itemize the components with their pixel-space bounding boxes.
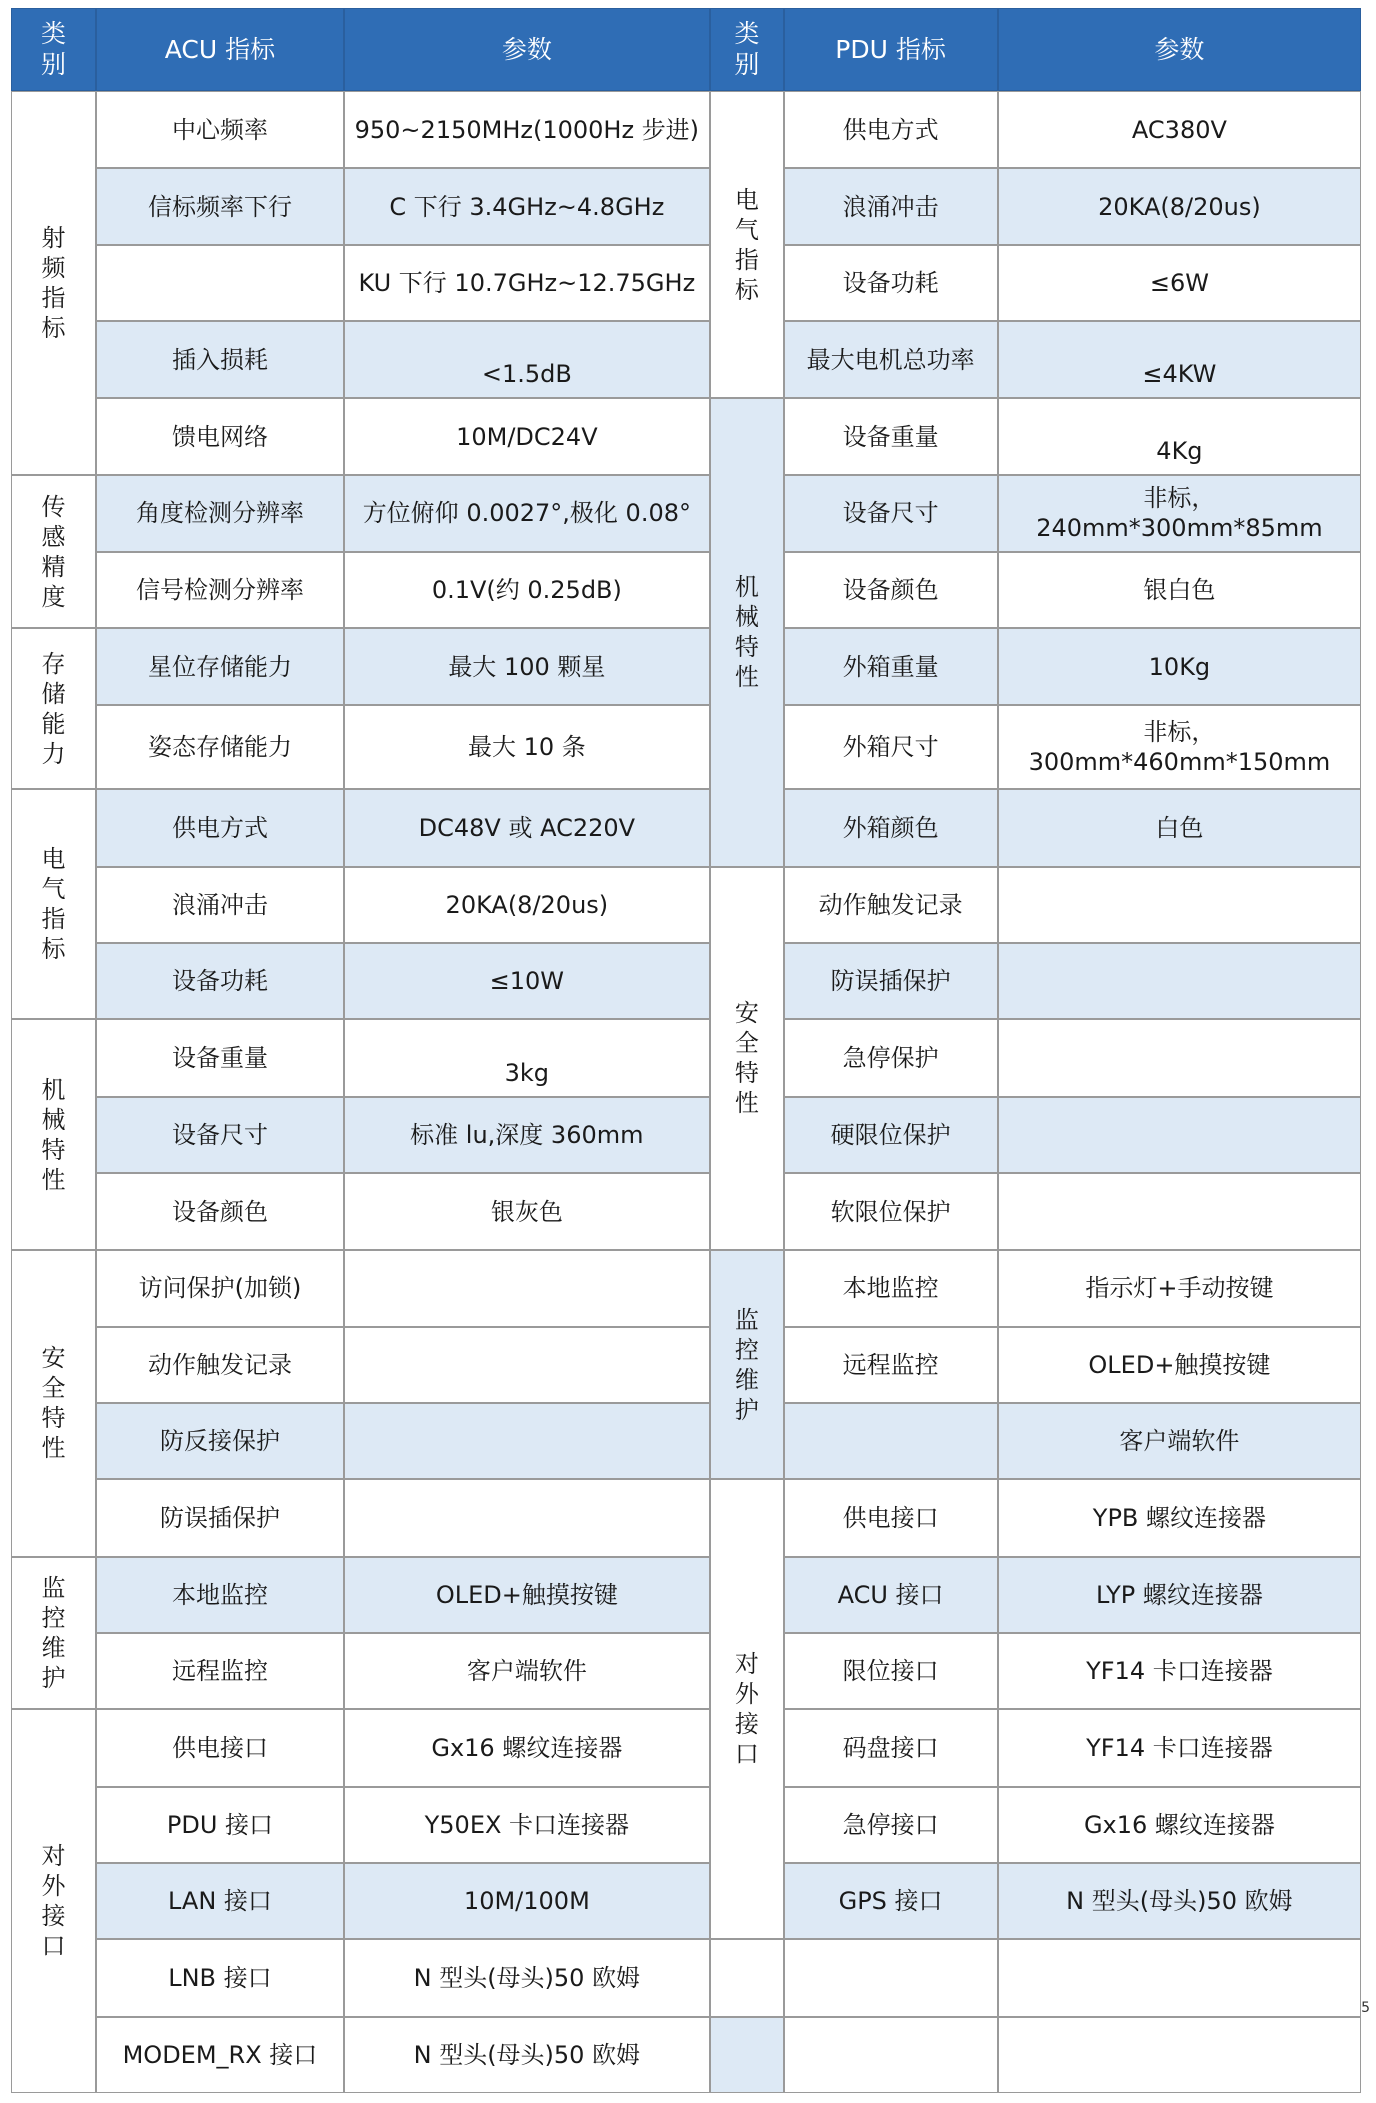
acu-indicator-name: 信标频率下行 [96, 168, 343, 244]
pdu-parameter-value: Gx16 螺纹连接器 [998, 1787, 1362, 1863]
pdu-parameter-value: OLED+触摸按键 [998, 1327, 1362, 1403]
category-char: 气 [734, 215, 759, 244]
category-char: 指 [41, 283, 66, 312]
category-char: 度 [41, 582, 66, 611]
category-char: 接 [734, 1709, 759, 1738]
pdu-parameter-value: 10Kg [998, 628, 1362, 704]
acu-parameter-value [344, 1327, 710, 1403]
acu-parameter-value: 20KA(8/20us) [344, 867, 710, 943]
category-char: 械 [41, 1105, 66, 1134]
category-char: 全 [41, 1374, 66, 1403]
pdu-parameter-value: 非标，240mm*300mm*85mm [998, 475, 1362, 553]
category-char: 安 [734, 999, 759, 1028]
category-char: 机 [41, 1075, 66, 1104]
acu-parameter-value: 10M/DC24V [344, 398, 710, 474]
pdu-parameter-value: 银白色 [998, 552, 1362, 628]
pdu-parameter-value [998, 1097, 1362, 1173]
acu-parameter-value: 客户端软件 [344, 1633, 710, 1709]
acu-parameter-value: OLED+触摸按键 [344, 1557, 710, 1633]
acu-indicator-name: 馈电网络 [96, 398, 343, 474]
pdu-parameter-value: ≤4KW [998, 321, 1362, 399]
page-number: 5 [1361, 2000, 1370, 2016]
acu-indicator-name: 设备尺寸 [96, 1097, 343, 1173]
acu-parameter-value: DC48V 或 AC220V [344, 789, 710, 867]
acu-indicator-name: 防误插保护 [96, 1479, 343, 1557]
pdu-empty-cell [710, 2017, 784, 2093]
category-char: 全 [734, 1029, 759, 1058]
acu-category [11, 628, 97, 788]
acu-indicator-name: 设备功耗 [96, 943, 343, 1019]
acu-parameter-value: 0.1V(约 0.25dB) [344, 552, 710, 628]
pdu-indicator-name: 供电方式 [784, 91, 998, 169]
pdu-indicator-name: 防误插保护 [784, 943, 998, 1019]
pdu-parameter-value: ≤6W [998, 245, 1362, 321]
acu-indicator-name: 供电方式 [96, 789, 343, 867]
acu-indicator-name: 本地监控 [96, 1557, 343, 1633]
category-char: 控 [734, 1335, 759, 1364]
pdu-indicator-name: 急停接口 [784, 1787, 998, 1863]
acu-indicator-name: 浪涌冲击 [96, 867, 343, 943]
pdu-parameter-value [998, 1173, 1362, 1251]
column-header: PDU 指标 [784, 8, 998, 91]
category-char: 接 [41, 1901, 66, 1930]
pdu-indicator-name: 外箱重量 [784, 628, 998, 704]
category-char: 感 [41, 522, 66, 551]
pdu-indicator-name: 浪涌冲击 [784, 168, 998, 244]
acu-parameter-value [344, 1479, 710, 1557]
category-char: 安 [41, 1344, 66, 1373]
pdu-parameter-value: 非标， 300mm*460mm*150mm [998, 705, 1362, 789]
category-char: 特 [734, 633, 759, 662]
pdu-category [710, 398, 784, 866]
category-char: 标 [41, 934, 66, 963]
pdu-category [710, 867, 784, 1251]
pdu-indicator-name: 设备重量 [784, 398, 998, 474]
pdu-parameter-value [998, 943, 1362, 1019]
category-char: 口 [734, 1739, 759, 1768]
acu-parameter-value: ≤10W [344, 943, 710, 1019]
category-char: 监 [41, 1573, 66, 1602]
acu-indicator-name: LNB 接口 [96, 1939, 343, 2017]
pdu-indicator-name: 软限位保护 [784, 1173, 998, 1251]
category-char: 外 [41, 1871, 66, 1900]
acu-parameter-value: Gx16 螺纹连接器 [344, 1709, 710, 1787]
header-char: 别 [40, 50, 66, 80]
pdu-category [710, 91, 784, 399]
column-header [710, 8, 784, 91]
pdu-indicator-name: 最大电机总功率 [784, 321, 998, 399]
category-char: 维 [41, 1633, 66, 1662]
pdu-parameter-value: YF14 卡口连接器 [998, 1709, 1362, 1787]
acu-indicator-name: 插入损耗 [96, 321, 343, 399]
pdu-indicator-name: 动作触发记录 [784, 867, 998, 943]
acu-indicator-name [96, 245, 343, 321]
category-char: 对 [734, 1649, 759, 1678]
pdu-parameter-value: 白色 [998, 789, 1362, 867]
category-char: 监 [734, 1305, 759, 1334]
acu-indicator-name: 信号检测分辨率 [96, 552, 343, 628]
acu-parameter-value: 3kg [344, 1019, 710, 1097]
pdu-indicator-name: 设备尺寸 [784, 475, 998, 553]
acu-category [11, 475, 97, 629]
category-char: 标 [41, 313, 66, 342]
pdu-indicator-name: 外箱颜色 [784, 789, 998, 867]
category-char: 能 [41, 709, 66, 738]
category-char: 储 [41, 679, 66, 708]
category-char: 特 [41, 1135, 66, 1164]
category-char: 标 [734, 275, 759, 304]
pdu-parameter-value [998, 867, 1362, 943]
acu-indicator-name: 动作触发记录 [96, 1327, 343, 1403]
acu-parameter-value: 银灰色 [344, 1173, 710, 1251]
category-char: 精 [41, 552, 66, 581]
pdu-parameter-value: AC380V [998, 91, 1362, 169]
acu-indicator-name: 角度检测分辨率 [96, 475, 343, 553]
acu-indicator-name: MODEM_RX 接口 [96, 2017, 343, 2093]
pdu-indicator-name: 限位接口 [784, 1633, 998, 1709]
category-char: 存 [41, 649, 66, 678]
pdu-parameter-value: 20KA(8/20us) [998, 168, 1362, 244]
category-char: 性 [41, 1165, 66, 1194]
pdu-category [710, 1250, 784, 1479]
acu-indicator-name: LAN 接口 [96, 1863, 343, 1939]
acu-parameter-value: 方位俯仰 0.0027°,极化 0.08° [344, 475, 710, 553]
acu-parameter-value: 950~2150MHz(1000Hz 步进) [344, 91, 710, 169]
pdu-parameter-value: LYP 螺纹连接器 [998, 1557, 1362, 1633]
acu-parameter-value: 10M/100M [344, 1863, 710, 1939]
pdu-indicator-name: ACU 接口 [784, 1557, 998, 1633]
acu-indicator-name: 防反接保护 [96, 1403, 343, 1479]
acu-category [11, 91, 97, 475]
category-char: 械 [734, 603, 759, 632]
pdu-parameter-value: 客户端软件 [998, 1403, 1362, 1479]
acu-parameter-value [344, 1250, 710, 1326]
column-header: ACU 指标 [96, 8, 343, 91]
pdu-parameter-value [998, 1019, 1362, 1097]
acu-category [11, 789, 97, 1019]
acu-category [11, 1019, 97, 1250]
header-char: 别 [734, 50, 760, 80]
pdu-indicator-name: 外箱尺寸 [784, 705, 998, 789]
pdu-parameter-value: 4Kg [998, 398, 1362, 474]
acu-indicator-name: 设备颜色 [96, 1173, 343, 1251]
category-char: 维 [734, 1365, 759, 1394]
acu-parameter-value: N 型头(母头)50 欧姆 [344, 2017, 710, 2093]
acu-parameter-value: <1.5dB [344, 321, 710, 399]
acu-category [11, 1250, 97, 1556]
header-char: 类 [734, 19, 760, 49]
category-char: 指 [41, 904, 66, 933]
category-char: 性 [734, 663, 759, 692]
acu-indicator-name: 星位存储能力 [96, 628, 343, 704]
pdu-indicator-name: GPS 接口 [784, 1863, 998, 1939]
pdu-indicator-name: 码盘接口 [784, 1709, 998, 1787]
category-char: 射 [41, 223, 66, 252]
category-char: 电 [734, 185, 759, 214]
category-char: 特 [734, 1059, 759, 1088]
pdu-empty-cell [784, 2017, 998, 2093]
pdu-indicator-name: 硬限位保护 [784, 1097, 998, 1173]
acu-indicator-name: 姿态存储能力 [96, 705, 343, 789]
acu-indicator-name: 设备重量 [96, 1019, 343, 1097]
category-char: 外 [734, 1679, 759, 1708]
acu-indicator-name: PDU 接口 [96, 1787, 343, 1863]
category-char: 护 [734, 1395, 759, 1424]
pdu-parameter-value: 指示灯+手动按键 [998, 1250, 1362, 1326]
header-char: 类 [40, 19, 66, 49]
pdu-indicator-name: 设备颜色 [784, 552, 998, 628]
pdu-indicator-name: 远程监控 [784, 1327, 998, 1403]
category-char: 气 [41, 874, 66, 903]
category-char: 特 [41, 1404, 66, 1433]
acu-indicator-name: 访问保护(加锁) [96, 1250, 343, 1326]
category-char: 传 [41, 492, 66, 521]
acu-parameter-value: C 下行 3.4GHz~4.8GHz [344, 168, 710, 244]
category-char: 性 [734, 1089, 759, 1118]
category-char: 指 [734, 245, 759, 274]
column-header: 参数 [998, 8, 1362, 91]
acu-parameter-value [344, 1403, 710, 1479]
pdu-empty-cell [710, 1939, 784, 2017]
category-char: 口 [41, 1931, 66, 1960]
acu-parameter-value: 最大 100 颗星 [344, 628, 710, 704]
acu-parameter-value: KU 下行 10.7GHz~12.75GHz [344, 245, 710, 321]
acu-parameter-value: 标准 lu,深度 360mm [344, 1097, 710, 1173]
pdu-indicator-name [784, 1403, 998, 1479]
category-char: 对 [41, 1841, 66, 1870]
column-header [11, 8, 97, 91]
pdu-indicator-name: 急停保护 [784, 1019, 998, 1097]
pdu-empty-cell [784, 1939, 998, 2017]
pdu-empty-cell [998, 2017, 1362, 2093]
category-char: 频 [41, 253, 66, 282]
pdu-indicator-name: 设备功耗 [784, 245, 998, 321]
pdu-indicator-name: 供电接口 [784, 1479, 998, 1557]
acu-indicator-name: 供电接口 [96, 1709, 343, 1787]
category-char: 电 [41, 844, 66, 873]
pdu-parameter-value: N 型头(母头)50 欧姆 [998, 1863, 1362, 1939]
category-char: 力 [41, 739, 66, 768]
acu-category [11, 1557, 97, 1709]
acu-parameter-value: Y50EX 卡口连接器 [344, 1787, 710, 1863]
acu-indicator-name: 中心频率 [96, 91, 343, 169]
pdu-category [710, 1479, 784, 1939]
category-char: 护 [41, 1663, 66, 1692]
category-char: 机 [734, 573, 759, 602]
pdu-parameter-value: YPB 螺纹连接器 [998, 1479, 1362, 1557]
pdu-parameter-value: YF14 卡口连接器 [998, 1633, 1362, 1709]
column-header: 参数 [344, 8, 710, 91]
category-char: 性 [41, 1434, 66, 1463]
acu-parameter-value: 最大 10 条 [344, 705, 710, 789]
acu-category [11, 1709, 97, 2093]
pdu-empty-cell [998, 1939, 1362, 2017]
acu-parameter-value: N 型头(母头)50 欧姆 [344, 1939, 710, 2017]
acu-indicator-name: 远程监控 [96, 1633, 343, 1709]
pdu-indicator-name: 本地监控 [784, 1250, 998, 1326]
category-char: 控 [41, 1603, 66, 1632]
